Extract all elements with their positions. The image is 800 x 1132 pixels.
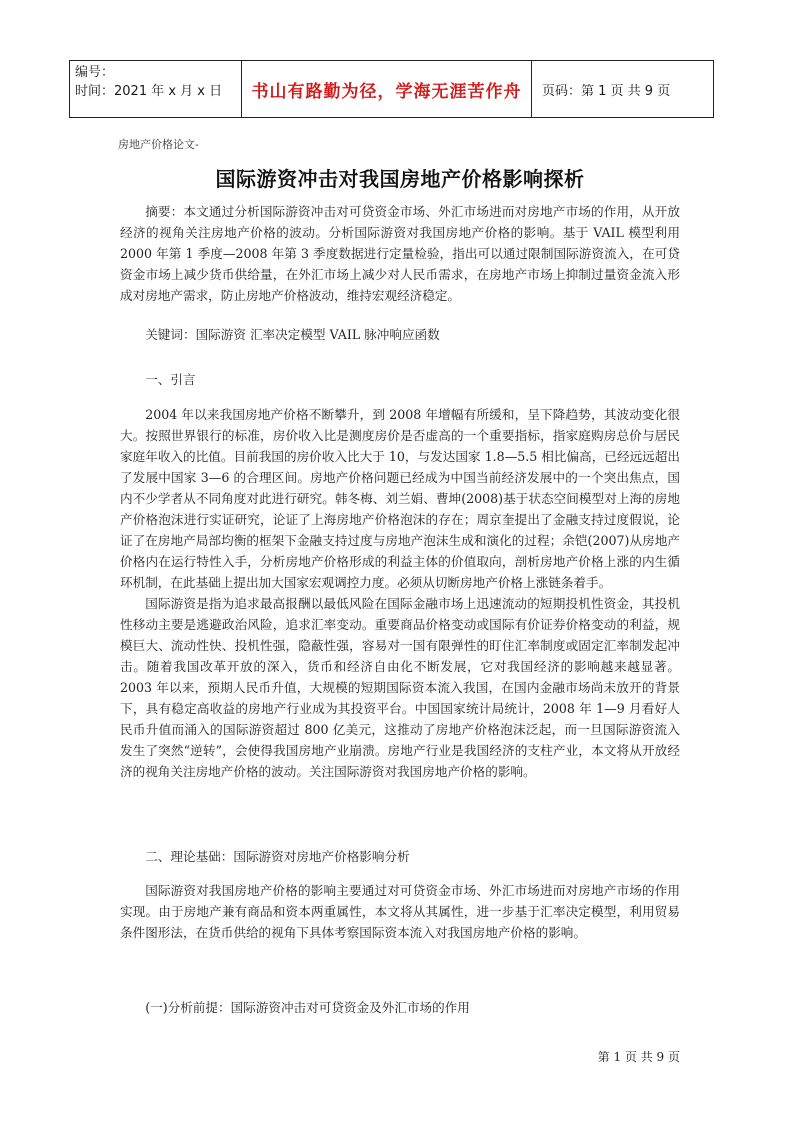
page-title: 国际游资冲击对我国房地产价格影响探析: [215, 167, 585, 191]
keywords-paragraph: 关键词：国际游资 汇率决定模型 VAIL 脉冲响应函数: [145, 327, 440, 342]
breadcrumb: 房地产价格论文-: [118, 138, 199, 151]
subsection-heading-1: [120, 997, 680, 1018]
section-1-title: 一、引言: [145, 372, 196, 387]
document-number-label: 编号：: [75, 65, 115, 80]
body-paragraph: 2004 年以来我国房地产价格不断攀升，到 2008 年增幅有所缓和，呈下降趋势，其波动变化很大。按照世界银行的标准，房价收入比是测度房价是否虚高的一个重要指标，指家庭购房总价与居民家庭年收入的比值。目前我国的房价收入比大于 10，与发达国家 1.8—5.5 相比偏高，已经远远超出了发展中国家 3—6 的合理区间。房地产价格问题已经成为中国当前经济发展中的一个突出焦点，国内不少学者从不同角度对此进行研究。韩冬梅、刘兰娟、曹坤(2008)基于状态空间模型对上海的房地产价格泡沫进行实证研究，论证了上海房地产价格泡沫的存在；周京奎提出了金融支持过度假说，论证了在房地产局部均衡的框架下金融支持过度与房地产泡沫生成和演化的过程；余铠(2007)从房地产价格内在运行特性入手，分析房地产价格形成的利益主体的价值取向，剖析房地产价格上涨的内生循环机制，在此基础上提出加大国家宏观调控力度。必须从切断房地产价格上涨链条着手。: [120, 407, 680, 590]
header-table: [69, 60, 714, 118]
motto-text: 书山有路勤为径，学海无涯苦作舟: [251, 81, 522, 102]
header-info-cell: [70, 61, 242, 117]
section-heading-2: [120, 846, 680, 867]
body-paragraph: 国际游资对我国房地产价格的影响主要通过对可贷资金市场、外汇市场进而对房地产市场的作用实现。由于房地产兼有商品和资本两重属性，本文将从其属性，进一步基于汇率决定模型，利用贸易条件图形法，在货币供给的视角下具体考察国际资本流入对我国房地产价格的影响。: [120, 883, 680, 940]
header-motto-cell: [242, 61, 532, 117]
abstract-paragraph: 摘要：本文通过分析国际游资冲击对可贷资金市场、外汇市场进而对房地产市场的作用，从开放经济的视角关注房地产价格的波动。分析国际游资对我国房地产价格的影响。基于 VAIL 模型利用 2000 年第 1 季度—2008 年第 3 季度数据进行定量检验，指出可以通过限制国际游资流入，在可贷资金市场上减少货币供给量，在外汇市场上减少对人民币需求，在房地产市场上抑制过量资金流入形成对房地产需求，防止房地产价格波动，维持宏观经济稳定。: [120, 204, 680, 303]
section-2-body: [120, 880, 680, 943]
keywords-block: [120, 324, 680, 345]
header-page-cell: [532, 61, 713, 117]
subsection-1-title: (一)分析前提：国际游资冲击对可贷资金及外汇市场的作用: [145, 1000, 470, 1015]
document-time-label: 时间：2021 年 x 月 x 日: [75, 84, 223, 99]
body-paragraph: 国际游资是指为追求最高报酬以最低风险在国际金融市场上迅速流动的短期投机性资金，其投机性移动主要是逃避政治风险，追求汇率变动。重要商品价格变动或国际有价证券价格变动的利益，规模巨大、流动性快、投机性强，隐蔽性强，容易对一国有限弹性的盯住汇率制度或固定汇率制发起冲击。随着我国改革开放的深入，货币和经济自由化不断发展，它对我国经济的影响越来越显著。2003 年以来，预期人民币升值，大规模的短期国际资本流入我国，在国内金融市场尚未放开的背景下，具有稳定高收益的房地产行业成为其投资平台。中国国家统计局统计，2008 年 1—9 月看好人民币升值而涌入的国际游资超过 800 亿美元，这推动了房地产价格泡沫泛起，而一旦国际游资流入发生了突然“逆转”，会使得我国房地产业崩溃。房地产行业是我国经济的支柱产业，本文将从开放经济的视角关注房地产价格的波动。关注国际游资对我国房地产价格的影响。: [120, 596, 680, 779]
abstract-block: [120, 201, 680, 306]
section-heading-1: [120, 369, 680, 390]
section-1-body: [120, 404, 680, 782]
page-number-label: 页码：第 1 页 共 9 页: [542, 83, 671, 99]
section-2-title: 二、理论基础：国际游资对房地产价格影响分析: [145, 849, 410, 864]
page-footer: 第 1 页 共 9 页: [597, 1050, 680, 1064]
